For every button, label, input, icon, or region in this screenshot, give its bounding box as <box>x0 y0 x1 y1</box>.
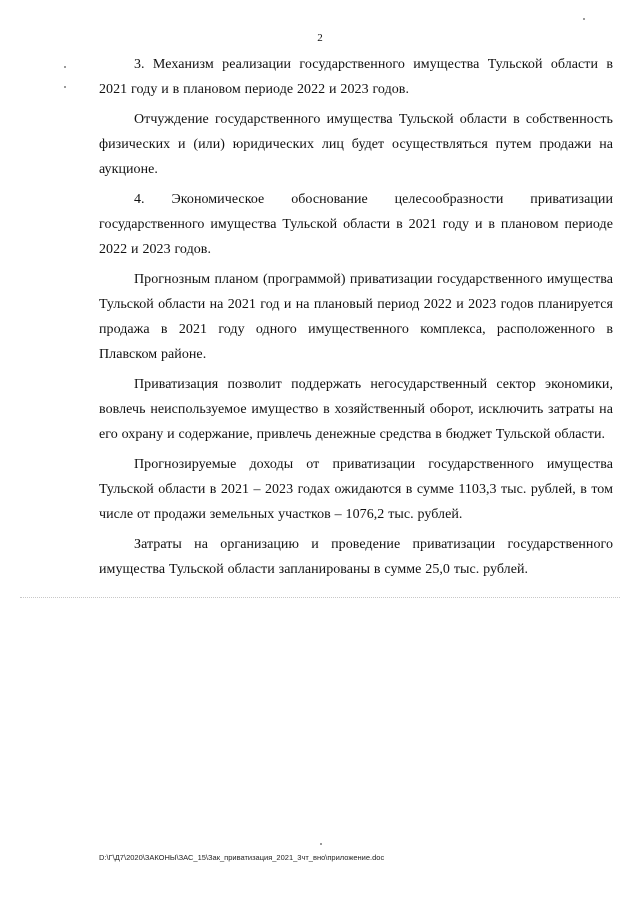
scan-artifact-dot <box>64 66 66 68</box>
scan-artifact-dot <box>320 843 322 845</box>
scan-artifact-dot <box>64 86 66 88</box>
forecast-plan-paragraph: Прогнозным планом (программой) приватизации государственного имущества Тульской области на 2021 год и на плановый период 2022 и 2023 годов планируется продажа в 2021 году одного имущественного комплекса, расположенного в Плавском районе. <box>99 272 613 362</box>
costs-paragraph: Затраты на организацию и проведение приватизации государственного имущества Тульской области запланированы в сумме 25,0 тыс. рублей. <box>99 537 613 577</box>
scan-artifact-dot <box>583 18 585 20</box>
page-number: 2 <box>317 32 323 44</box>
document-body <box>99 52 613 587</box>
footer-file-path: D:\Г\Д7\2020\ЗАКОНЫ\ЗАС_15\Зак_приватизация_2021_3чт_вно\приложение.doc <box>99 853 385 862</box>
forecast-income-paragraph: Прогнозируемые доходы от приватизации государственного имущества Тульской области в 2021 – 2023 годах ожидаются в сумме 1103,3 тыс. рублей, в том числе от продажи земельных участков – 1076,2 тыс. рублей. <box>99 457 613 522</box>
privatization-benefits-paragraph: Приватизация позволит поддержать негосударственный сектор экономики, вовлечь неиспользуемое имущество в хозяйственный оборот, исключить затраты на его охрану и содержание, привлечь денежные средства в бюджет Тульской области. <box>99 377 613 442</box>
section-4-heading-paragraph: 4. Экономическое обоснование целесообразности приватизации государственного имущества Тульской области в 2021 году и в плановом периоде 2022 и 2023 годов. <box>99 192 613 257</box>
scan-artifact-line <box>20 597 620 598</box>
section-3-heading-paragraph: 3. Механизм реализации государственного имущества Тульской области в 2021 году и в плановом периоде 2022 и 2023 годов. <box>99 57 613 97</box>
alienation-method-paragraph: Отчуждение государственного имущества Тульской области в собственность физических и (или) юридических лиц будет осуществляться путем продажи на аукционе. <box>99 112 613 177</box>
